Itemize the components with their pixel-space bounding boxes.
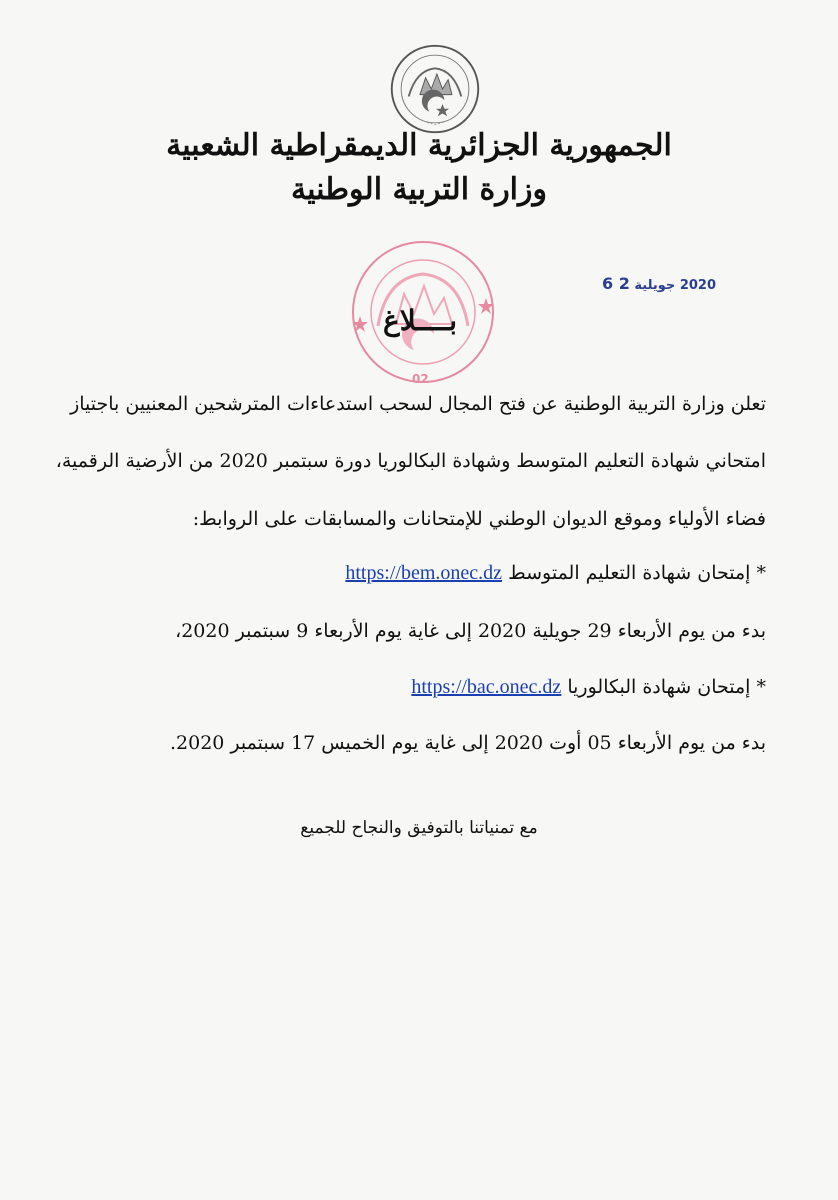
body-line-3: فضاء الأولياء وموقع الديوان الوطني للإمتحانات والمسابقات على الروابط: [192, 508, 766, 530]
bac-dates: بدء من يوم الأربعاء 05 أوت 2020 إلى غاية يوم الخميس 17 سبتمبر 2020. [169, 732, 766, 754]
national-emblem-icon [388, 42, 482, 136]
announcement-title: بــــلاغ [382, 304, 458, 337]
ministry-name: وزارة التربية الوطنية [290, 172, 547, 207]
document-date [596, 274, 716, 293]
bem-item [345, 562, 766, 585]
bem-label: * إمتحان شهادة التعليم المتوسط [508, 562, 766, 584]
bem-dates: بدء من يوم الأربعاء 29 جويلية 2020 إلى غاية يوم الأربعاء 9 سبتمبر 2020، [175, 620, 766, 642]
bac-item [411, 676, 766, 699]
bac-label: * إمتحان شهادة البكالوريا [567, 676, 766, 698]
date-day: 2 6 [602, 274, 630, 293]
bac-link[interactable]: https://bac.onec.dz [411, 676, 562, 698]
bem-link[interactable]: https://bem.onec.dz [345, 562, 503, 584]
stamp-number: 02 [412, 372, 429, 386]
body-line-2: امتحاني شهادة التعليم المتوسط وشهادة البكالوريا دورة سبتمبر 2020 من الأرضية الرقمية، [55, 450, 766, 472]
body-line-1: تعلن وزارة التربية الوطنية عن فتح المجال لسحب استدعاءات المترشحين المعنيين باجتياز [70, 393, 766, 415]
republic-name: الجمهورية الجزائرية الديمقراطية الشعبية [166, 128, 672, 163]
date-month: جويلية [634, 278, 676, 293]
closing-wishes: مع تمنياتنا بالتوفيق والنجاح للجميع [300, 818, 538, 838]
date-year: 2020 [679, 278, 717, 293]
